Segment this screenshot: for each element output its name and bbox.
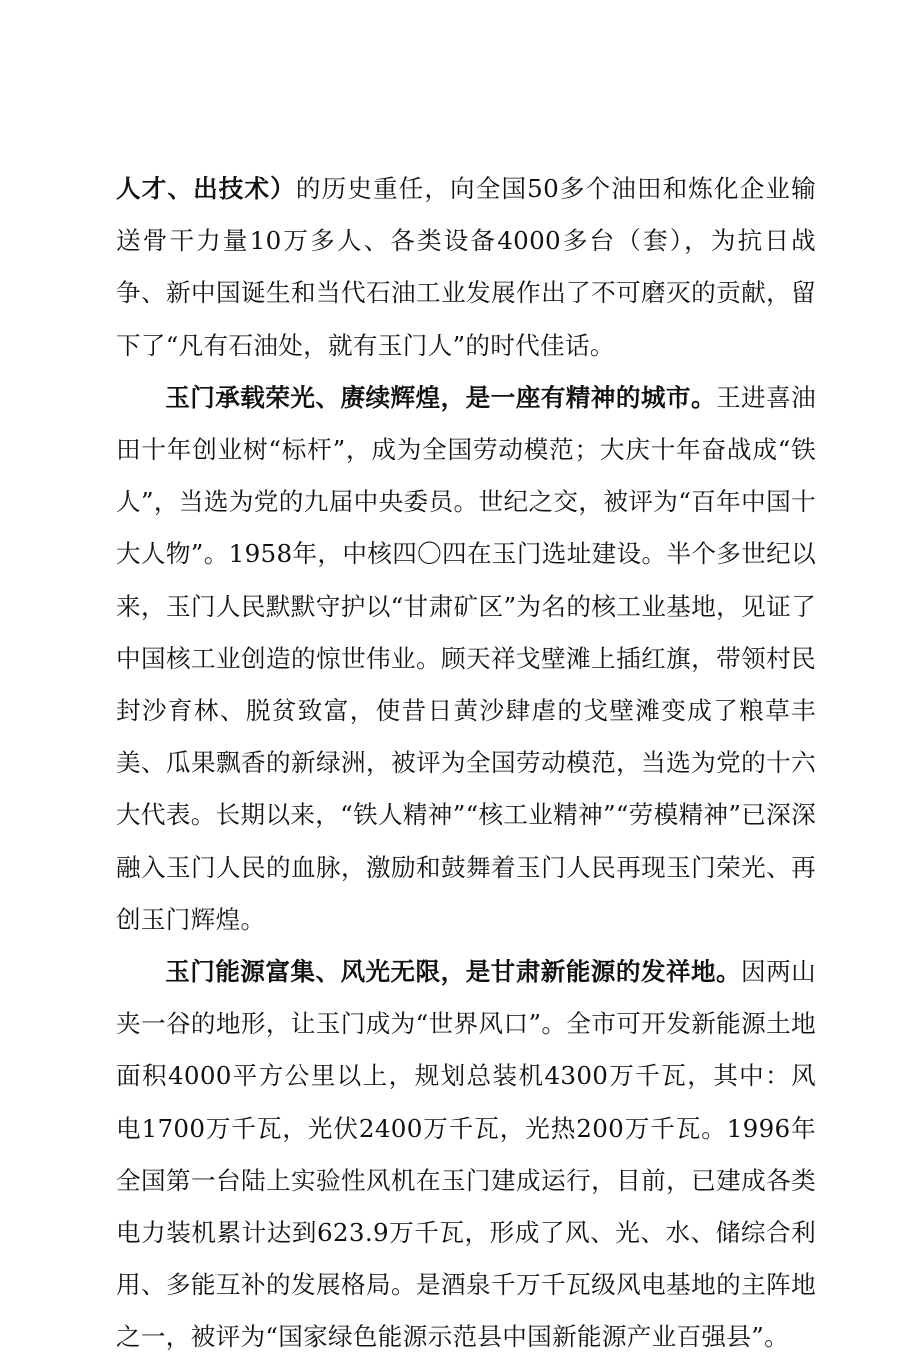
paragraph-2 [116, 372, 816, 946]
paragraph-1-body: 的历史重任，向全国50多个油田和炼化企业输送骨干力量10万多人、各类设备4000多台（套），为抗日战争、新中国诞生和当代石油工业发展作出了不可磨灭的贡献，留下了“凡有石油处，就有玉门人”的时代佳话。 [116, 174, 816, 360]
paragraph-3-body: 因两山夹一谷的地形，让玉门成为“世界风口”。全市可开发新能源土地面积4000平方公里以上，规划总装机4300万千瓦，其中：风电1700万千瓦，光伏2400万千瓦，光热200万千瓦。1996年全国第一台陆上实验性风机在玉门建成运行，目前，已建成各类电力装机累计达到623.9万千瓦，形成了风、光、水、储综合利用、多能互补的发展格局。是酒泉千万千瓦级风电基地的主阵地之一，被评为“国家绿色能源示范县中国新能源产业百强县”。 [116, 957, 816, 1352]
paragraph-3-lead: 玉门能源富集、风光无限，是甘肃新能源的发祥地。 [165, 957, 742, 987]
paragraph-2-lead: 玉门承载荣光、赓续辉煌，是一座有精神的城市。 [165, 382, 716, 412]
paragraph-1-lead: 人才、出技术） [116, 174, 296, 203]
paragraph-1 [116, 163, 816, 372]
document-page [116, 163, 816, 1364]
paragraph-3 [116, 946, 816, 1364]
paragraph-2-body: 王进喜油田十年创业树“标杆”，成为全国劳动模范；大庆十年奋战成“铁人”，当选为党的九届中央委员。世纪之交，被评为“百年中国十大人物”。1958年，中核四〇四在玉门选址建设。半个多世纪以来，玉门人民默默守护以“甘肃矿区”为名的核工业基地，见证了中国核工业创造的惊世伟业。顾天祥戈壁滩上插红旗，带领村民封沙育林、脱贫致富，使昔日黄沙肆虐的戈壁滩变成了粮草丰美、瓜果飘香的新绿洲，被评为全国劳动模范，当选为党的十六大代表。长期以来，“铁人精神”“核工业精神”“劳模精神”已深深融入玉门人民的血脉，激励和鼓舞着玉门人民再现玉门荣光、再创玉门辉煌。 [116, 382, 817, 934]
